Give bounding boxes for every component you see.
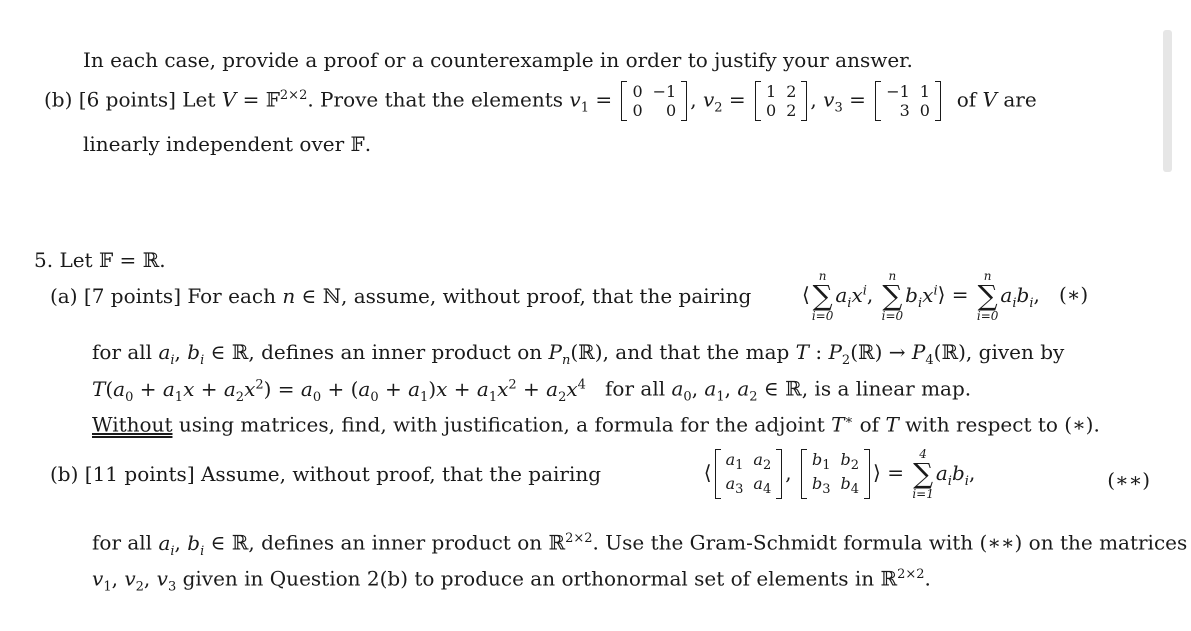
q5a-text-defines: , defines an inner product on <box>248 340 543 364</box>
q5a-text-givenby: , given by <box>965 340 1065 364</box>
matrix-v1: 0 −1 0 0 <box>621 81 687 121</box>
q2b-text-let: Let <box>182 87 216 112</box>
matrix-v2: 1 2 0 2 <box>755 81 807 121</box>
q5a-text-respect: with respect to (∗). <box>905 412 1100 437</box>
matrix-b: $b_1$ $b_2$ $b_3$ $b_4$ <box>801 449 870 499</box>
question-2b-line2: linearly independent over 𝔽. <box>83 132 372 156</box>
question-5a-line4: Without using matrices, find, with justification, a formula for the adjoint T∗ of T with respect to (∗). <box>92 412 1100 437</box>
q5a-text-map: , and that the map <box>602 340 790 364</box>
q5a-label: (a) <box>50 284 78 308</box>
q2b-label: (b) <box>44 87 73 112</box>
q5a-text-without: Without <box>92 412 173 437</box>
question-5b-line3: $v_1$, $v_2$, $v_3$ given in Question 2(b) to produce an orthonormal set of elements in ℝ$^{2\times 2}$. <box>92 566 931 595</box>
q5-label: 5. Let <box>34 248 93 272</box>
q5b-points: [11 points] <box>84 462 195 486</box>
pairing-formula-star: ⟨ n ∑ i=0 $a_ix^i$, n ∑ i=0 $b_ix^i⟩$ = n ∑ i=0 $a_ib_i$, (∗) <box>802 269 1089 323</box>
q5a-lead: (a) [7 points] For each n ∈ ℕ, assume, without proof, that the pairing <box>50 284 752 308</box>
q2b-text-are: are <box>1003 87 1037 112</box>
star-label: (∗) <box>1058 282 1089 307</box>
q5a-text-linearmap: , is a linear map. <box>801 376 972 401</box>
q2b-text-of: of <box>956 87 977 112</box>
matrix-a: $a_1$ $a_2$ $a_3$ $a_4$ <box>715 449 783 499</box>
question-5a-line3: $T(a_0 + a_1x + a_2x^2) = a_0 + (a_0 + a_1)x + a_1x^2 + a_2x^4$ for all $a_0$, $a_1$, $a_2$ ∈ ℝ, is a linear map. <box>92 376 972 405</box>
question-5-header: 5. Let 𝔽 = ℝ. <box>34 248 166 272</box>
matrix-v3: −1 1 3 0 <box>875 81 941 121</box>
q5a-text-assume: , assume, without proof, that the pairing <box>341 284 752 308</box>
q5b-text-defines: , defines an inner product on <box>248 530 543 555</box>
question-5b-line2: for all $a_i$, $b_i$ ∈ ℝ, defines an inner product on ℝ$^{2\times 2}$. Use the Gram-Schmidt formula with (∗∗) on the matrices <box>92 530 1188 559</box>
q2b-text-prove: . Prove that the elements <box>307 87 564 112</box>
question-5a-line2: for all $a_i$, $b_i$ ∈ ℝ, defines an inner product on $P_n(ℝ)$, and that the map T : $P_2(ℝ)$ → $P_4(ℝ)$, given by <box>92 340 1065 368</box>
q5a-text-foreach: For each <box>187 284 276 308</box>
dstar-label: (∗∗) <box>1107 468 1150 492</box>
q5a-text-of: of <box>859 412 880 437</box>
q2b-points: [6 points] <box>78 87 176 112</box>
intro-text <box>83 50 913 70</box>
q5b-text-forall: for all <box>92 530 153 555</box>
q5a-text-adjoint: using matrices, find, with justification, a formula for the adjoint <box>172 412 825 437</box>
scrollbar[interactable] <box>1163 30 1172 172</box>
pairing-formula-dstar: ⟨ $a_1$ $a_2$ $a_3$ $a_4$ , $b_1$ $b_2$ $b_3$ $b_4$ ⟩ = 4 ∑ i=1 $a_ib_i$, <box>703 447 976 501</box>
q5b-text-given: given in Question 2(b) to produce an orthonormal set of elements in <box>182 566 875 591</box>
question-5a-line1 <box>50 270 1088 322</box>
q5a-text-forall: for all <box>92 340 153 364</box>
q5b-label: (b) <box>50 462 79 486</box>
q2b-text-linearly: linearly independent over <box>83 132 345 156</box>
q5b-text-assume: Assume, without proof, that the pairing <box>200 462 602 486</box>
q5a-text-forall2: for all <box>605 376 666 401</box>
map-definition: $T(a_0 + a_1x + a_2x^2) = a_0 + (a_0 + a_1)x + a_1x^2 + a_2x^4$ <box>92 376 586 405</box>
question-2b-line1: (b) [6 points] Let V = 𝔽$^{2\times 2}$. Prove that the elements $v_1$ = 0 −1 0 0 , $v_2$ = 1 2 0 2 , $v_3$ = −1 1 3 0 of V are <box>44 82 1037 121</box>
q5a-points: [7 points] <box>83 284 181 308</box>
question-5b-line1 <box>50 448 1150 500</box>
q5b-lead <box>50 464 601 484</box>
intro-sentence: In each case, provide a proof or a counterexample in order to justify your answer. <box>83 48 913 72</box>
q5b-text-gram: . Use the Gram-Schmidt formula with (∗∗) on the matrices <box>592 530 1188 555</box>
